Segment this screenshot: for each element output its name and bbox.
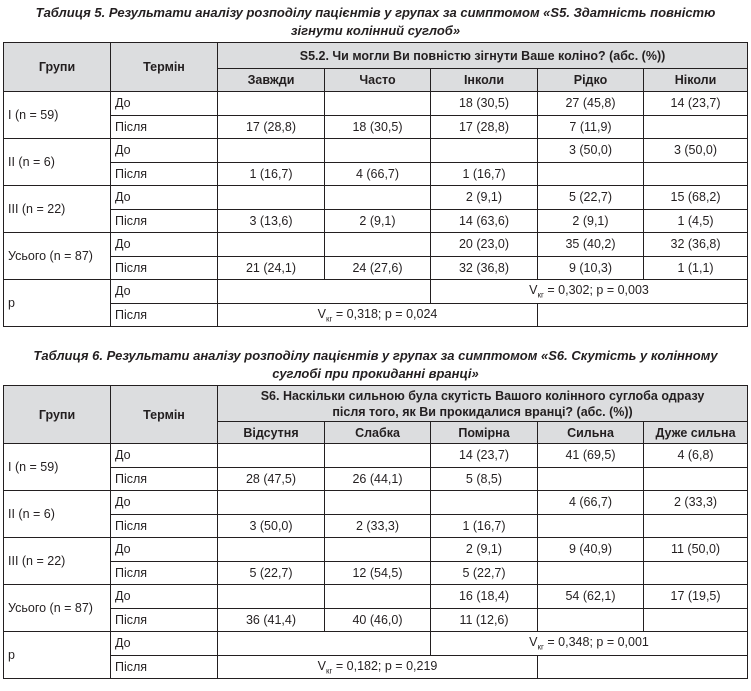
- column-header: Часто: [325, 69, 431, 92]
- value-cell: [538, 162, 644, 186]
- table-row: [4, 92, 748, 116]
- table6-body: [4, 444, 748, 632]
- value-cell: 2 (9,1): [325, 209, 431, 233]
- term-cell: До: [111, 280, 218, 304]
- value-cell: [218, 538, 325, 562]
- column-header: Слабка: [325, 422, 431, 444]
- value-cell: 5 (22,7): [218, 561, 325, 585]
- value-cell: 32 (36,8): [644, 233, 748, 257]
- stat-value: = 0,302; p = 0,003: [543, 283, 649, 297]
- value-cell: [644, 514, 748, 538]
- column-header: Інколи: [431, 69, 538, 92]
- question-line1: S6. Наскільки сильною була скутість Вашого колінного суглоба одразу: [260, 388, 705, 403]
- value-cell: [218, 186, 325, 210]
- column-header: Ніколи: [644, 69, 748, 92]
- value-cell: 2 (33,3): [325, 514, 431, 538]
- value-cell: 4 (6,8): [644, 444, 748, 468]
- table-row: [4, 585, 748, 609]
- column-header: Помірна: [431, 422, 538, 444]
- p-label: р: [4, 632, 111, 679]
- question-header: S5.2. Чи могли Ви повністю зігнути Ваше коліно? (абс. (%)): [218, 43, 748, 69]
- value-cell: [538, 514, 644, 538]
- stat-symbol: V: [317, 658, 326, 673]
- value-cell: 17 (28,8): [431, 115, 538, 139]
- term-cell: Після: [111, 514, 218, 538]
- value-cell: [325, 186, 431, 210]
- table5-caption-line1: Таблиця 5. Результати аналізу розподілу пацієнтів у групах за симптомом «S5. Здатність повністю: [35, 5, 716, 20]
- value-cell: 3 (50,0): [538, 139, 644, 163]
- value-cell: [644, 162, 748, 186]
- value-cell: 4 (66,7): [325, 162, 431, 186]
- table-row: [4, 139, 748, 163]
- value-cell: [325, 139, 431, 163]
- table-row: [4, 514, 748, 538]
- column-header: Дуже сильна: [644, 422, 748, 444]
- value-cell: 28 (47,5): [218, 467, 325, 491]
- stat-symbol: V: [529, 635, 538, 649]
- group-label: III (n = 22): [4, 538, 111, 585]
- table-row: [4, 186, 748, 210]
- term-cell: До: [111, 632, 218, 656]
- table6-caption-line2: суглобі при прокиданні вранці»: [272, 366, 479, 381]
- group-label: I (n = 59): [4, 444, 111, 491]
- value-cell: [218, 444, 325, 468]
- value-cell: [644, 608, 748, 632]
- value-cell: [644, 561, 748, 585]
- column-header: Відсутня: [218, 422, 325, 444]
- value-cell: 36 (41,4): [218, 608, 325, 632]
- value-cell: 24 (27,6): [325, 256, 431, 280]
- value-cell: 20 (23,0): [431, 233, 538, 257]
- term-cell: До: [111, 92, 218, 116]
- value-cell: [218, 585, 325, 609]
- term-cell: Після: [111, 561, 218, 585]
- term-cell: Після: [111, 162, 218, 186]
- table-row: [4, 467, 748, 491]
- value-cell: 21 (24,1): [218, 256, 325, 280]
- stat-value: = 0,318; p = 0,024: [332, 306, 438, 321]
- value-cell: 41 (69,5): [538, 444, 644, 468]
- value-cell: 35 (40,2): [538, 233, 644, 257]
- term-cell: Після: [111, 115, 218, 139]
- value-cell: 2 (33,3): [644, 491, 748, 515]
- value-cell: 17 (28,8): [218, 115, 325, 139]
- table6: [3, 385, 748, 679]
- header-term: Термін: [111, 386, 218, 444]
- term-cell: Після: [111, 467, 218, 491]
- stat-value: = 0,182; p = 0,219: [332, 658, 438, 673]
- empty-cell: [538, 303, 748, 327]
- table-row: [4, 491, 748, 515]
- table-row: [4, 233, 748, 257]
- stat-before: [431, 280, 748, 304]
- table6-caption: [0, 347, 751, 383]
- stat-before: [431, 632, 748, 656]
- table5: [3, 42, 748, 327]
- value-cell: [644, 467, 748, 491]
- value-cell: 12 (54,5): [325, 561, 431, 585]
- value-cell: 16 (18,4): [431, 585, 538, 609]
- term-cell: До: [111, 538, 218, 562]
- term-cell: Після: [111, 303, 218, 327]
- value-cell: 54 (62,1): [538, 585, 644, 609]
- empty-cell: [218, 632, 431, 656]
- group-label: Усього (n = 87): [4, 233, 111, 280]
- value-cell: [538, 467, 644, 491]
- value-cell: 1 (16,7): [218, 162, 325, 186]
- term-cell: Після: [111, 608, 218, 632]
- value-cell: [325, 585, 431, 609]
- value-cell: 17 (19,5): [644, 585, 748, 609]
- table5-caption: [0, 4, 751, 40]
- value-cell: 9 (10,3): [538, 256, 644, 280]
- table-row: [4, 538, 748, 562]
- column-header: Завжди: [218, 69, 325, 92]
- value-cell: 2 (9,1): [431, 186, 538, 210]
- term-cell: До: [111, 491, 218, 515]
- value-cell: [644, 115, 748, 139]
- header-term: Термін: [111, 43, 218, 92]
- value-cell: 2 (9,1): [431, 538, 538, 562]
- stat-subscript: кг: [537, 290, 544, 300]
- stat-subscript: кг: [537, 642, 544, 652]
- value-cell: 14 (23,7): [644, 92, 748, 116]
- value-cell: 4 (66,7): [538, 491, 644, 515]
- stat-after: [218, 655, 538, 679]
- value-cell: 7 (11,9): [538, 115, 644, 139]
- value-cell: 27 (45,8): [538, 92, 644, 116]
- value-cell: [538, 561, 644, 585]
- value-cell: 1 (1,1): [644, 256, 748, 280]
- p-label: р: [4, 280, 111, 327]
- group-label: I (n = 59): [4, 92, 111, 139]
- value-cell: [431, 139, 538, 163]
- value-cell: 18 (30,5): [325, 115, 431, 139]
- term-cell: До: [111, 233, 218, 257]
- table-row: [4, 115, 748, 139]
- value-cell: 32 (36,8): [431, 256, 538, 280]
- stat-symbol: V: [317, 306, 326, 321]
- value-cell: 1 (16,7): [431, 162, 538, 186]
- question-line2: після того, як Ви прокидалися вранці? (абс. (%)): [332, 404, 633, 419]
- value-cell: [218, 233, 325, 257]
- term-cell: До: [111, 186, 218, 210]
- table-row: [4, 608, 748, 632]
- table-row: [4, 162, 748, 186]
- value-cell: [325, 538, 431, 562]
- table-row: [4, 256, 748, 280]
- value-cell: 2 (9,1): [538, 209, 644, 233]
- table6-caption-line1: Таблиця 6. Результати аналізу розподілу пацієнтів у групах за симптомом «S6. Скутість у колінному: [33, 348, 718, 363]
- value-cell: 3 (50,0): [218, 514, 325, 538]
- column-header: Сильна: [538, 422, 644, 444]
- value-cell: 1 (4,5): [644, 209, 748, 233]
- column-header: Рідко: [538, 69, 644, 92]
- stat-subscript: кг: [325, 666, 333, 675]
- value-cell: 3 (13,6): [218, 209, 325, 233]
- value-cell: 3 (50,0): [644, 139, 748, 163]
- value-cell: 26 (44,1): [325, 467, 431, 491]
- question-header: [218, 386, 748, 422]
- value-cell: 5 (22,7): [538, 186, 644, 210]
- term-cell: До: [111, 139, 218, 163]
- value-cell: 5 (22,7): [431, 561, 538, 585]
- value-cell: [325, 233, 431, 257]
- group-label: II (n = 6): [4, 139, 111, 186]
- value-cell: [218, 139, 325, 163]
- stat-after: [218, 303, 538, 327]
- value-cell: [218, 491, 325, 515]
- value-cell: 15 (68,2): [644, 186, 748, 210]
- value-cell: [325, 92, 431, 116]
- group-label: II (n = 6): [4, 491, 111, 538]
- value-cell: [325, 491, 431, 515]
- header-group: Групи: [4, 386, 111, 444]
- term-cell: Після: [111, 209, 218, 233]
- term-cell: До: [111, 444, 218, 468]
- value-cell: 14 (63,6): [431, 209, 538, 233]
- stat-value: = 0,348; p = 0,001: [543, 635, 649, 649]
- value-cell: 14 (23,7): [431, 444, 538, 468]
- value-cell: 5 (8,5): [431, 467, 538, 491]
- value-cell: 11 (50,0): [644, 538, 748, 562]
- term-cell: До: [111, 585, 218, 609]
- value-cell: 9 (40,9): [538, 538, 644, 562]
- header-group: Групи: [4, 43, 111, 92]
- table-row: [4, 209, 748, 233]
- term-cell: Після: [111, 655, 218, 679]
- value-cell: 40 (46,0): [325, 608, 431, 632]
- value-cell: 18 (30,5): [431, 92, 538, 116]
- value-cell: [538, 608, 644, 632]
- value-cell: 1 (16,7): [431, 514, 538, 538]
- table5-body: [4, 92, 748, 280]
- group-label: Усього (n = 87): [4, 585, 111, 632]
- table-row: [4, 444, 748, 468]
- table-row: [4, 561, 748, 585]
- stat-symbol: V: [529, 283, 538, 297]
- value-cell: [325, 444, 431, 468]
- table5-caption-line2: зігнути колінний суглоб»: [290, 23, 461, 38]
- term-cell: Після: [111, 256, 218, 280]
- value-cell: [218, 92, 325, 116]
- value-cell: [431, 491, 538, 515]
- group-label: III (n = 22): [4, 186, 111, 233]
- empty-cell: [218, 280, 431, 304]
- empty-cell: [538, 655, 748, 679]
- value-cell: 11 (12,6): [431, 608, 538, 632]
- stat-subscript: кг: [325, 314, 333, 323]
